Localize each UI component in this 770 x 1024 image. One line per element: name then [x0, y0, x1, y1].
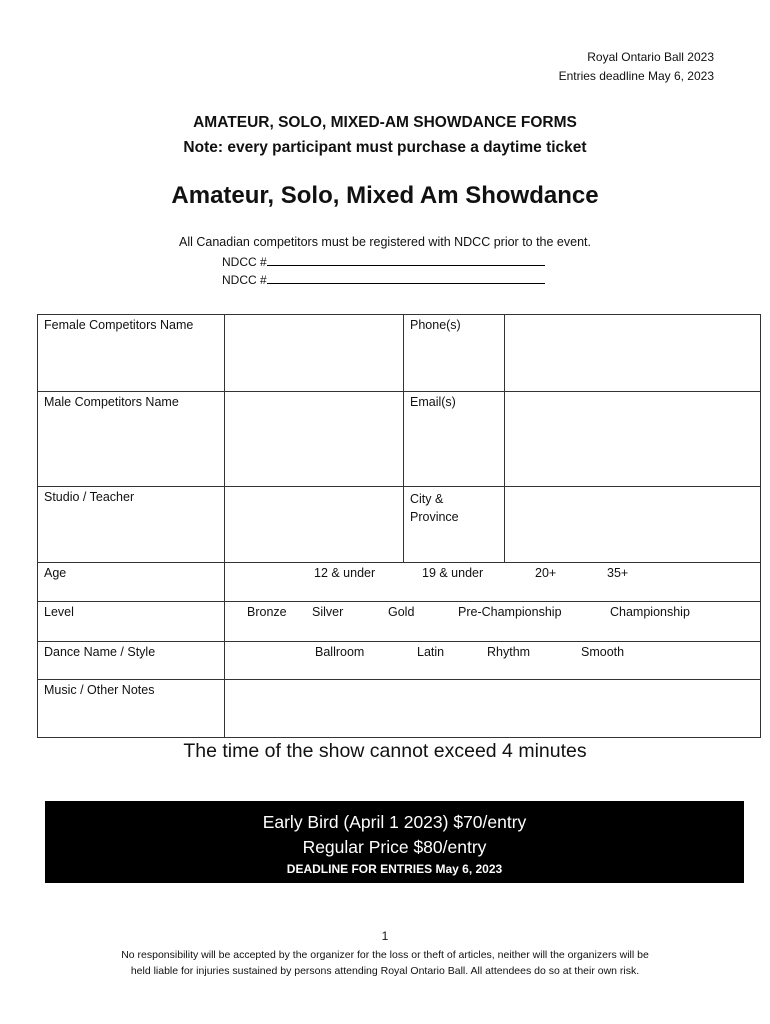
ndcc-label: NDCC #: [222, 255, 267, 269]
level-label: Level: [38, 602, 225, 642]
phone-field[interactable]: [505, 315, 761, 392]
disclaimer-line-1: No responsibility will be accepted by the organizer for the loss or theft of articles, neither will the organizers will be: [121, 949, 649, 961]
male-name-field[interactable]: [225, 392, 404, 487]
ndcc-notice: All Canadian competitors must be registered with NDCC prior to the event.: [179, 235, 591, 249]
email-field[interactable]: [505, 392, 761, 487]
music-field[interactable]: [225, 680, 761, 738]
age-option-35[interactable]: 35+: [607, 566, 629, 580]
level-option-gold[interactable]: Gold: [388, 605, 415, 619]
time-limit-notice: The time of the show cannot exceed 4 minutes: [183, 740, 587, 762]
female-name-field[interactable]: [225, 315, 404, 392]
level-option-champ[interactable]: Championship: [610, 605, 690, 619]
city-province-label: [404, 487, 505, 563]
table-row: [38, 487, 761, 563]
pricing-box: [45, 801, 744, 883]
event-header: [559, 48, 714, 86]
age-options: [225, 563, 761, 602]
music-label: Music / Other Notes: [38, 680, 225, 738]
level-options: [225, 602, 761, 642]
level-option-silver[interactable]: Silver: [312, 605, 344, 619]
dance-option-latin[interactable]: Latin: [417, 645, 445, 659]
level-option-prechamp[interactable]: Pre-Championship: [458, 605, 562, 619]
forms-heading: AMATEUR, SOLO, MIXED-AM SHOWDANCE FORMS: [193, 114, 577, 131]
table-row: [38, 642, 761, 680]
dance-options: [225, 642, 761, 680]
regular-price: Regular Price $80/entry: [302, 837, 487, 857]
disclaimer: [0, 947, 770, 979]
entry-form-table: [37, 314, 761, 738]
entries-deadline-note: DEADLINE FOR ENTRIES May 6, 2023: [286, 862, 503, 876]
dance-option-ballroom[interactable]: Ballroom: [315, 645, 365, 659]
city-label: City &: [410, 492, 444, 506]
province-label: Province: [410, 510, 459, 524]
studio-field[interactable]: [225, 487, 404, 563]
ndcc-field-1[interactable]: [267, 254, 545, 266]
table-row: [38, 392, 761, 487]
dance-option-rhythm[interactable]: Rhythm: [487, 645, 531, 659]
age-option-20[interactable]: 20+: [535, 566, 557, 580]
age-label: Age: [38, 563, 225, 602]
table-row: [38, 315, 761, 392]
level-option-bronze[interactable]: Bronze: [247, 605, 287, 619]
phone-label: Phone(s): [404, 315, 505, 392]
table-row: [38, 680, 761, 738]
studio-label: Studio / Teacher: [38, 487, 225, 563]
table-row: [38, 563, 761, 602]
disclaimer-line-2: held liable for injuries sustained by persons attending Royal Ontario Ball. All attendees do so at their own risk.: [130, 965, 640, 977]
age-option-19[interactable]: 19 & under: [422, 566, 484, 580]
city-field[interactable]: [505, 487, 761, 563]
early-bird-price: Early Bird (April 1 2023) $70/entry: [262, 812, 527, 832]
table-row: [38, 602, 761, 642]
event-name: Royal Ontario Ball 2023: [587, 50, 714, 64]
male-name-label: Male Competitors Name: [38, 392, 225, 487]
ndcc-row-1: [222, 254, 545, 269]
ndcc-row-2: [222, 272, 545, 287]
page-title: Amateur, Solo, Mixed Am Showdance: [171, 182, 599, 209]
dance-option-smooth[interactable]: Smooth: [581, 645, 625, 659]
female-name-label: Female Competitors Name: [38, 315, 225, 392]
email-label: Email(s): [404, 392, 505, 487]
ticket-note: Note: every participant must purchase a daytime ticket: [183, 139, 587, 156]
ndcc-field-2[interactable]: [267, 272, 545, 284]
dance-label: Dance Name / Style: [38, 642, 225, 680]
page-number: 1: [381, 929, 389, 943]
ndcc-label: NDCC #: [222, 273, 267, 287]
age-option-12[interactable]: 12 & under: [314, 566, 376, 580]
entries-deadline: Entries deadline May 6, 2023: [558, 69, 714, 83]
